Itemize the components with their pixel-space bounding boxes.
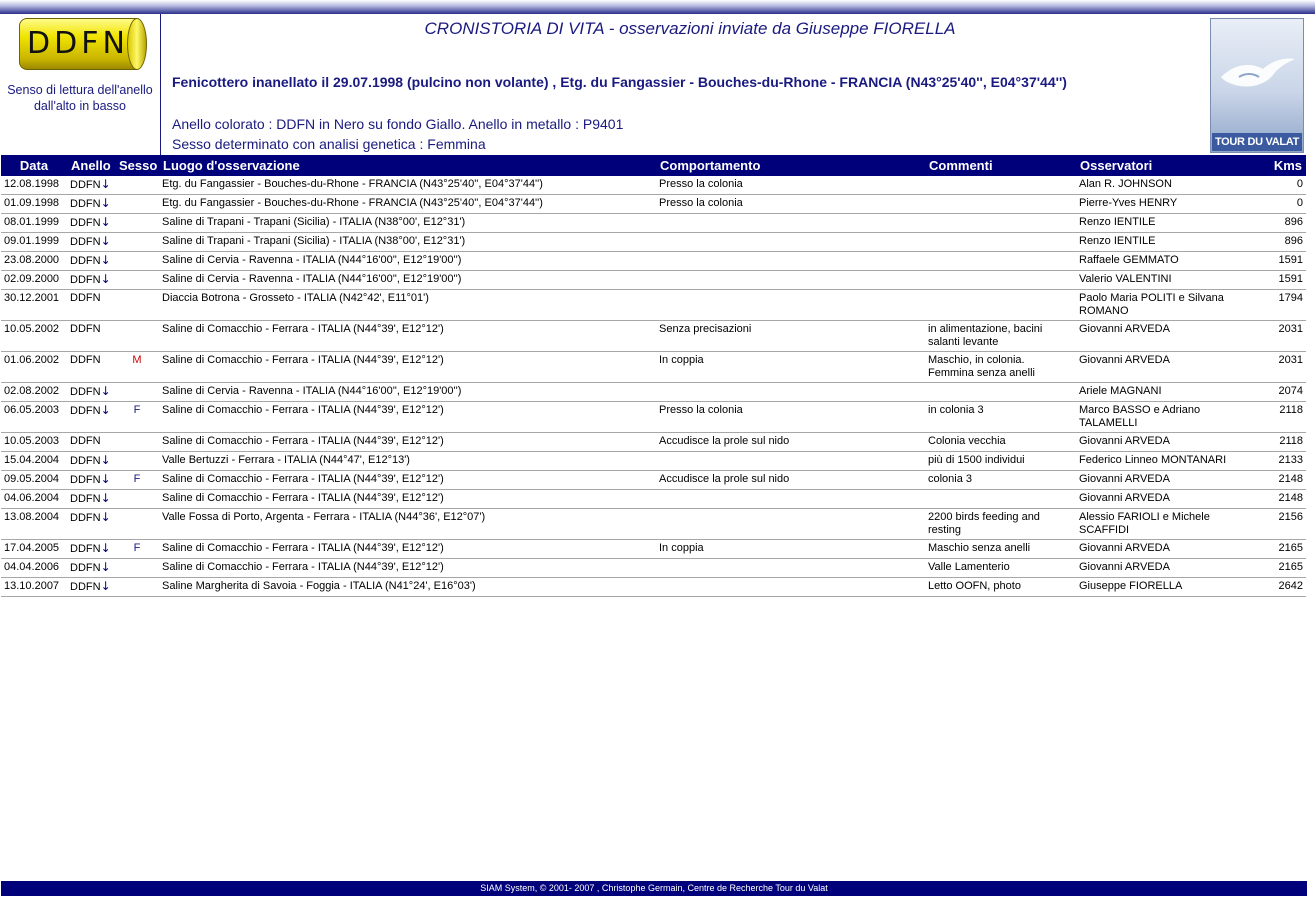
cell-date: 09.05.2004 — [1, 471, 67, 490]
cell-comments: Letto OOFN, photo — [925, 578, 1076, 597]
ring-code-text: DDFN — [70, 386, 101, 398]
cell-kms: 2031 — [1261, 321, 1306, 352]
cell-sex — [115, 321, 159, 352]
reading-direction-arrow-icon: ↓ — [100, 253, 111, 267]
cell-behaviour — [656, 290, 925, 321]
cell-comments: 2200 birds feeding and resting — [925, 509, 1076, 540]
ring-code-text: DDFN — [70, 405, 101, 417]
cell-behaviour — [656, 490, 925, 509]
ring-code-text: DDFN — [70, 562, 101, 574]
cell-place: Saline di Cervia - Ravenna - ITALIA (N44°16'00'', E12°19'00'') — [159, 383, 656, 402]
cell-kms: 2165 — [1261, 559, 1306, 578]
cell-behaviour: Accudisce la prole sul nido — [656, 471, 925, 490]
cell-behaviour — [656, 214, 925, 233]
cell-date: 08.01.1999 — [1, 214, 67, 233]
cell-date: 02.08.2002 — [1, 383, 67, 402]
cell-comments — [925, 290, 1076, 321]
cell-ring — [67, 195, 115, 214]
column-header-sex[interactable]: Sesso — [115, 155, 159, 176]
ring-code-text: DDFN — [70, 292, 101, 304]
cell-date: 13.10.2007 — [1, 578, 67, 597]
cell-ring — [67, 176, 115, 195]
table-row — [1, 271, 1306, 290]
cell-observers: Giovanni ARVEDA — [1076, 490, 1261, 509]
cell-ring — [67, 559, 115, 578]
cell-ring — [67, 352, 115, 383]
table-row — [1, 383, 1306, 402]
cell-behaviour: Presso la colonia — [656, 195, 925, 214]
cell-date: 01.09.1998 — [1, 195, 67, 214]
ring-code-text: DDFN — [70, 217, 101, 229]
cell-behaviour — [656, 233, 925, 252]
table-row — [1, 290, 1306, 321]
cell-comments — [925, 233, 1076, 252]
cell-sex — [115, 214, 159, 233]
table-row — [1, 559, 1306, 578]
ring-code-text: DDFN — [70, 493, 101, 505]
cell-sex: F — [115, 540, 159, 559]
cell-observers: Raffaele GEMMATO — [1076, 252, 1261, 271]
reading-direction-arrow-icon: ↓ — [100, 541, 111, 555]
reading-direction-arrow-icon: ↓ — [100, 403, 111, 417]
cell-place: Valle Fossa di Porto, Argenta - Ferrara - ITALIA (N44°36', E12°07') — [159, 509, 656, 540]
cell-behaviour: Senza precisazioni — [656, 321, 925, 352]
cell-observers: Giovanni ARVEDA — [1076, 471, 1261, 490]
cell-kms: 2074 — [1261, 383, 1306, 402]
cell-ring — [67, 402, 115, 433]
cell-place: Etg. du Fangassier - Bouches-du-Rhone - FRANCIA (N43°25'40'', E04°37'44'') — [159, 176, 656, 195]
cell-observers: Marco BASSO e Adriano TALAMELLI — [1076, 402, 1261, 433]
ringing-details: Fenicottero inanellato il 29.07.1998 (pulcino non volante) , Etg. du Fangassier - Bouches-du-Rhone - FRANCIA (N43°25'40'', E04°37'44'') — [172, 74, 1067, 90]
cell-behaviour: Presso la colonia — [656, 176, 925, 195]
footer: SIAM System, © 2001- 2007 , Christophe Germain, Centre de Recherche Tour du Valat — [1, 881, 1307, 896]
reading-direction-arrow-icon: ↓ — [100, 384, 111, 398]
cell-kms: 1794 — [1261, 290, 1306, 321]
cell-observers: Ariele MAGNANI — [1076, 383, 1261, 402]
cell-behaviour: Accudisce la prole sul nido — [656, 433, 925, 452]
cell-kms: 2133 — [1261, 452, 1306, 471]
ring-code-text: DDFN — [70, 323, 101, 335]
cell-date: 10.05.2002 — [1, 321, 67, 352]
cell-place: Saline Margherita di Savoia - Foggia - ITALIA (N41°24', E16°03') — [159, 578, 656, 597]
cell-observers: Giovanni ARVEDA — [1076, 433, 1261, 452]
cell-behaviour: In coppia — [656, 352, 925, 383]
cell-sex: F — [115, 471, 159, 490]
cell-kms: 2031 — [1261, 352, 1306, 383]
cell-place: Valle Bertuzzi - Ferrara - ITALIA (N44°47', E12°13') — [159, 452, 656, 471]
cell-comments: Colonia vecchia — [925, 433, 1076, 452]
cell-observers: Renzo IENTILE — [1076, 233, 1261, 252]
cell-sex — [115, 252, 159, 271]
cell-ring — [67, 383, 115, 402]
cell-behaviour: In coppia — [656, 540, 925, 559]
cell-behaviour — [656, 271, 925, 290]
cell-observers: Federico Linneo MONTANARI — [1076, 452, 1261, 471]
reading-direction-arrow-icon: ↓ — [100, 472, 111, 486]
cell-observers: Valerio VALENTINI — [1076, 271, 1261, 290]
ring-description: Anello colorato : DDFN in Nero su fondo Giallo. Anello in metallo : P9401 — [172, 116, 624, 132]
column-header-observers[interactable]: Osservatori — [1076, 155, 1261, 176]
table-row — [1, 433, 1306, 452]
logo-label: TOUR DU VALAT — [1212, 133, 1302, 151]
cell-comments: in colonia 3 — [925, 402, 1076, 433]
cell-place: Saline di Comacchio - Ferrara - ITALIA (N44°39', E12°12') — [159, 559, 656, 578]
cell-comments — [925, 176, 1076, 195]
cell-kms: 896 — [1261, 214, 1306, 233]
cell-kms: 2165 — [1261, 540, 1306, 559]
reading-direction-arrow-icon: ↓ — [100, 560, 111, 574]
table-row — [1, 233, 1306, 252]
cell-date: 15.04.2004 — [1, 452, 67, 471]
cell-ring — [67, 290, 115, 321]
ring-illustration-cell — [0, 14, 161, 155]
cell-comments: Valle Lamenterio — [925, 559, 1076, 578]
cell-date: 06.05.2003 — [1, 402, 67, 433]
cell-ring — [67, 471, 115, 490]
cell-ring — [67, 252, 115, 271]
cell-behaviour — [656, 452, 925, 471]
cell-observers: Giovanni ARVEDA — [1076, 540, 1261, 559]
cell-place: Saline di Trapani - Trapani (Sicilia) - ITALIA (N38°00', E12°31') — [159, 214, 656, 233]
ring-code: DDFN — [27, 26, 129, 61]
top-gradient-bar — [0, 0, 1315, 14]
cell-observers: Giuseppe FIORELLA — [1076, 578, 1261, 597]
table-row — [1, 352, 1306, 383]
table-row — [1, 540, 1306, 559]
column-header-ring[interactable]: Anello — [67, 155, 115, 176]
cell-ring — [67, 509, 115, 540]
cell-date: 04.06.2004 — [1, 490, 67, 509]
cell-place: Saline di Comacchio - Ferrara - ITALIA (N44°39', E12°12') — [159, 540, 656, 559]
table-header-row — [1, 155, 1306, 176]
tour-du-valat-logo — [1210, 18, 1304, 153]
cell-place: Saline di Comacchio - Ferrara - ITALIA (N44°39', E12°12') — [159, 352, 656, 383]
cell-ring — [67, 540, 115, 559]
cell-ring — [67, 214, 115, 233]
cell-date: 13.08.2004 — [1, 509, 67, 540]
cell-sex: F — [115, 402, 159, 433]
cell-sex — [115, 578, 159, 597]
cell-sex — [115, 233, 159, 252]
ring-code-text: DDFN — [70, 543, 101, 555]
cell-place: Saline di Comacchio - Ferrara - ITALIA (N44°39', E12°12') — [159, 402, 656, 433]
cell-date: 10.05.2003 — [1, 433, 67, 452]
reading-direction-arrow-icon: ↓ — [100, 234, 111, 248]
cell-date: 30.12.2001 — [1, 290, 67, 321]
reading-direction-arrow-icon: ↓ — [100, 177, 111, 191]
cell-behaviour — [656, 252, 925, 271]
page-title: CRONISTORIA DI VITA - osservazioni inviate da Giuseppe FIORELLA — [424, 19, 956, 38]
cell-kms: 2118 — [1261, 402, 1306, 433]
cell-comments: Maschio senza anelli — [925, 540, 1076, 559]
cell-observers: Pierre-Yves HENRY — [1076, 195, 1261, 214]
ring-code-text: DDFN — [70, 435, 101, 447]
cell-kms: 0 — [1261, 195, 1306, 214]
column-header-behaviour[interactable]: Comportamento — [656, 155, 925, 176]
bird-icon — [1219, 55, 1297, 95]
cell-date: 12.08.1998 — [1, 176, 67, 195]
column-header-date[interactable]: Data — [1, 155, 67, 176]
cell-place: Saline di Trapani - Trapani (Sicilia) - ITALIA (N38°00', E12°31') — [159, 233, 656, 252]
ring-code-text: DDFN — [70, 474, 101, 486]
cell-behaviour — [656, 559, 925, 578]
cell-place: Saline di Cervia - Ravenna - ITALIA (N44°16'00'', E12°19'00'') — [159, 252, 656, 271]
cell-observers: Paolo Maria POLITI e Silvana ROMANO — [1076, 290, 1261, 321]
cell-sex — [115, 452, 159, 471]
cell-place: Etg. du Fangassier - Bouches-du-Rhone - FRANCIA (N43°25'40'', E04°37'44'') — [159, 195, 656, 214]
table-row — [1, 578, 1306, 597]
cell-observers: Renzo IENTILE — [1076, 214, 1261, 233]
reading-direction-arrow-icon: ↓ — [100, 579, 111, 593]
cell-ring — [67, 452, 115, 471]
cell-date: 01.06.2002 — [1, 352, 67, 383]
cell-sex — [115, 509, 159, 540]
cell-ring — [67, 578, 115, 597]
table-row — [1, 214, 1306, 233]
ring-info-block — [172, 114, 623, 154]
cell-sex — [115, 490, 159, 509]
cell-date: 04.04.2006 — [1, 559, 67, 578]
cell-behaviour — [656, 509, 925, 540]
column-header-comments[interactable]: Commenti — [925, 155, 1076, 176]
cell-place: Saline di Comacchio - Ferrara - ITALIA (N44°39', E12°12') — [159, 490, 656, 509]
cell-kms: 2118 — [1261, 433, 1306, 452]
cell-kms: 896 — [1261, 233, 1306, 252]
cell-comments: più di 1500 individui — [925, 452, 1076, 471]
cell-ring — [67, 321, 115, 352]
cell-comments: colonia 3 — [925, 471, 1076, 490]
cell-sex — [115, 383, 159, 402]
cell-kms: 1591 — [1261, 252, 1306, 271]
cell-sex — [115, 271, 159, 290]
column-header-kms[interactable]: Kms — [1261, 155, 1306, 176]
table-row — [1, 195, 1306, 214]
ring-code-text: DDFN — [70, 354, 101, 366]
cell-kms: 0 — [1261, 176, 1306, 195]
reading-direction-arrow-icon: ↓ — [100, 453, 111, 467]
ring-code-text: DDFN — [70, 198, 101, 210]
cell-comments — [925, 271, 1076, 290]
table-row — [1, 452, 1306, 471]
cell-date: 09.01.1999 — [1, 233, 67, 252]
cell-observers: Alan R. JOHNSON — [1076, 176, 1261, 195]
ring-code-text: DDFN — [70, 455, 101, 467]
cell-date: 23.08.2000 — [1, 252, 67, 271]
cell-place: Saline di Cervia - Ravenna - ITALIA (N44°16'00'', E12°19'00'') — [159, 271, 656, 290]
reading-direction-arrow-icon: ↓ — [100, 491, 111, 505]
table-row — [1, 402, 1306, 433]
cell-observers: Giovanni ARVEDA — [1076, 352, 1261, 383]
cell-sex — [115, 433, 159, 452]
reading-direction-arrow-icon: ↓ — [100, 272, 111, 286]
cell-kms: 2148 — [1261, 490, 1306, 509]
cell-kms: 2148 — [1261, 471, 1306, 490]
cell-sex — [115, 195, 159, 214]
ring-code-text: DDFN — [70, 512, 101, 524]
sex-determination: Sesso determinato con analisi genetica : Femmina — [172, 136, 486, 152]
cell-ring — [67, 490, 115, 509]
cell-place: Saline di Comacchio - Ferrara - ITALIA (N44°39', E12°12') — [159, 471, 656, 490]
cell-observers: Alessio FARIOLI e Michele SCAFFIDI — [1076, 509, 1261, 540]
cell-comments: Maschio, in colonia. Femmina senza anelli — [925, 352, 1076, 383]
cell-place: Saline di Comacchio - Ferrara - ITALIA (N44°39', E12°12') — [159, 433, 656, 452]
cell-comments: in alimentazione, bacini salanti levante — [925, 321, 1076, 352]
reading-direction-arrow-icon: ↓ — [100, 196, 111, 210]
table-row — [1, 471, 1306, 490]
cell-place: Saline di Comacchio - Ferrara - ITALIA (N44°39', E12°12') — [159, 321, 656, 352]
cell-date: 02.09.2000 — [1, 271, 67, 290]
reading-direction-arrow-icon: ↓ — [100, 215, 111, 229]
table-row — [1, 176, 1306, 195]
cell-date: 17.04.2005 — [1, 540, 67, 559]
ring-code-text: DDFN — [70, 255, 101, 267]
reading-direction-arrow-icon: ↓ — [100, 510, 111, 524]
cell-behaviour — [656, 578, 925, 597]
ring-code-text: DDFN — [70, 236, 101, 248]
cell-ring — [67, 233, 115, 252]
cell-sex — [115, 559, 159, 578]
cell-behaviour: Presso la colonia — [656, 402, 925, 433]
cell-comments — [925, 252, 1076, 271]
table-row — [1, 509, 1306, 540]
ring-code-text: DDFN — [70, 179, 101, 191]
page-header — [0, 14, 1315, 155]
cell-sex — [115, 176, 159, 195]
cell-comments — [925, 383, 1076, 402]
reading-direction-note: Senso di lettura dell'anello dall'alto in basso — [7, 83, 153, 113]
cell-observers: Giovanni ARVEDA — [1076, 321, 1261, 352]
column-header-place[interactable]: Luogo d'osservazione — [159, 155, 656, 176]
ring-code-text: DDFN — [70, 581, 101, 593]
observations-table — [1, 155, 1306, 597]
color-ring-icon — [19, 18, 146, 72]
cell-comments — [925, 195, 1076, 214]
cell-place: Diaccia Botrona - Grosseto - ITALIA (N42°42', E11°01') — [159, 290, 656, 321]
cell-sex: M — [115, 352, 159, 383]
table-row — [1, 252, 1306, 271]
table-row — [1, 490, 1306, 509]
cell-sex — [115, 290, 159, 321]
table-row — [1, 321, 1306, 352]
cell-kms: 2156 — [1261, 509, 1306, 540]
cell-kms: 1591 — [1261, 271, 1306, 290]
cell-ring — [67, 271, 115, 290]
cell-observers: Giovanni ARVEDA — [1076, 559, 1261, 578]
cell-kms: 2642 — [1261, 578, 1306, 597]
cell-ring — [67, 433, 115, 452]
cell-comments — [925, 490, 1076, 509]
cell-comments — [925, 214, 1076, 233]
cell-behaviour — [656, 383, 925, 402]
ring-code-text: DDFN — [70, 274, 101, 286]
